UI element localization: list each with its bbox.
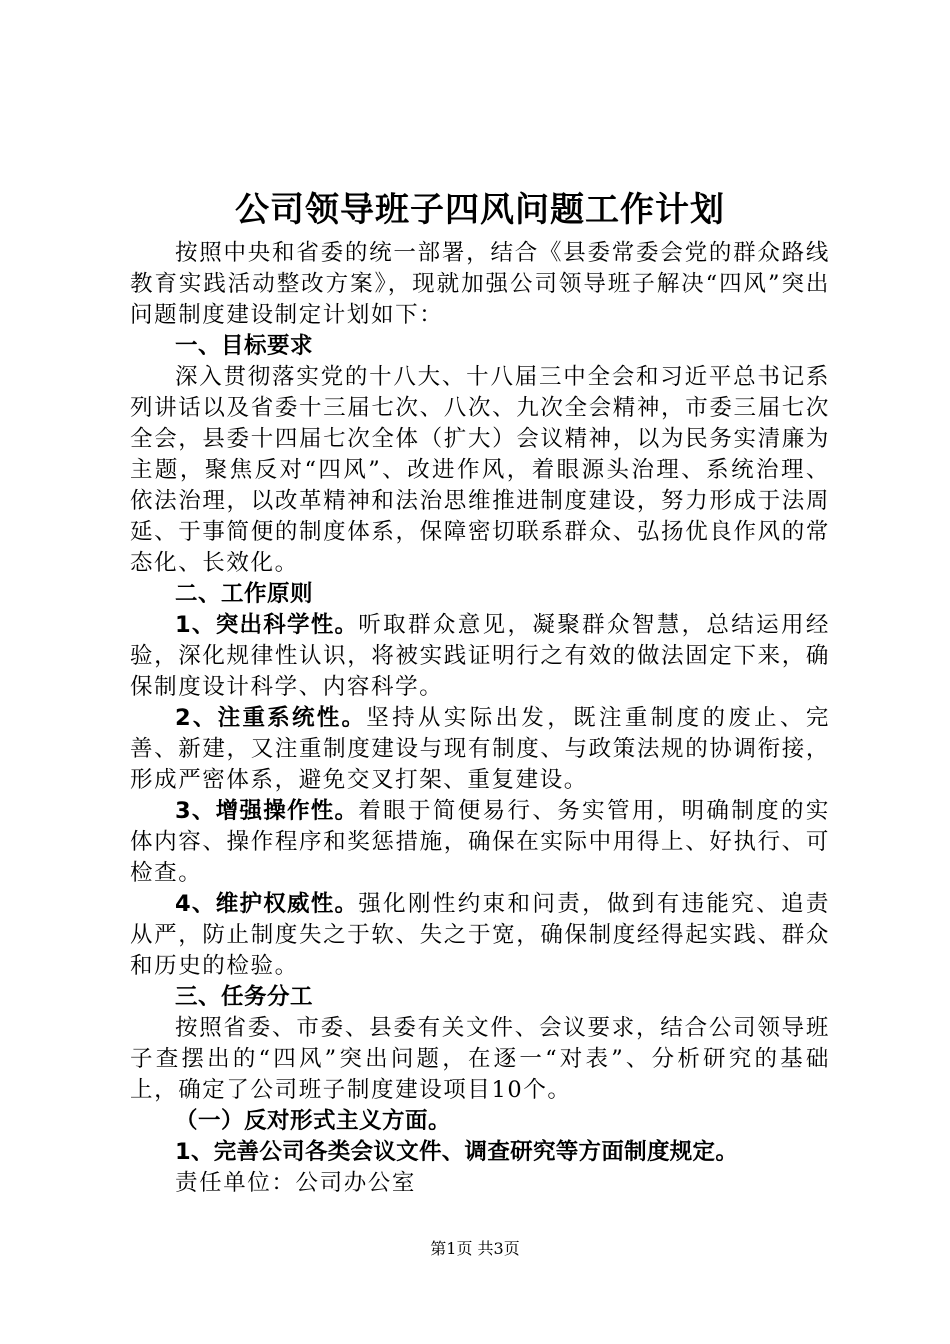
task-item-1-unit: 责任单位：公司办公室 — [175, 1170, 417, 1196]
principle-body-2: 坚持从实际出发，既注重制度的废止、完善、新建，又注重制度建设与现有制度、与政策法规的协调衔接，形成严密体系，避免交叉打架、重复建设。 — [130, 705, 830, 793]
section-heading-principles: 二、工作原则 — [175, 581, 314, 607]
principle-item-4 — [130, 889, 830, 982]
task-item-1-heading: 1、完善公司各类会议文件、调查研究等方面制度规定。 — [175, 1139, 739, 1165]
document-title: 公司领导班子四风问题工作计划 — [235, 190, 725, 230]
principle-lead-4: 4、维护权威性。 — [175, 891, 359, 917]
tasks-paragraph: 按照省委、市委、县委有关文件、会议要求，结合公司领导班子查摆出的“四风”突出问题，在逐一“对表”、分析研究的基础上，确定了公司班子制度建设项目10个。 — [130, 1015, 830, 1103]
principle-lead-2: 2、注重系统性。 — [175, 705, 367, 731]
goals-paragraph: 深入贯彻落实党的十八大、十八届三中全会和习近平总书记系列讲话以及省委十三届七次、八次、九次全会精神，市委三届七次全会，县委十四届七次全体（扩大）会议精神，以为民务实清廉为主题，聚焦反对“四风”、改进作风，着眼源头治理、系统治理、依法治理，以改革精神和法治思维推进制度建设，努力形成于法周延、于事简便的制度体系，保障密切联系群众、弘扬优良作风的常态化、长效化。 — [130, 364, 830, 576]
principle-body-4: 强化刚性约束和问责，做到有违能究、追责从严，防止制度失之于软、失之于宽，确保制度经得起实践、群众和历史的检验。 — [130, 891, 831, 979]
section-heading-goals: 一、目标要求 — [175, 333, 314, 359]
principle-item-1 — [130, 610, 830, 703]
section-heading-tasks: 三、任务分工 — [175, 984, 314, 1010]
principle-item-3 — [130, 796, 830, 889]
principle-body-1: 听取群众意见，凝聚群众智慧，总结运用经验，深化规律性认识，将被实践证明行之有效的做法固定下来，确保制度设计科学、内容科学。 — [130, 612, 831, 700]
principle-item-2 — [130, 703, 830, 796]
principle-body-3: 着眼于简便易行、务实管用，明确制度的实体内容、操作程序和奖惩措施，确保在实际中用得上、好执行、可检查。 — [130, 798, 831, 886]
intro-paragraph: 按照中央和省委的统一部署，结合《县委常委会党的群众路线教育实践活动整改方案》，现就加强公司领导班子解决“四风”突出问题制度建设制定计划如下： — [130, 240, 830, 328]
principle-lead-3: 3、增强操作性。 — [175, 798, 359, 824]
principle-lead-1: 1、突出科学性。 — [175, 612, 359, 638]
subsection-heading-formalism: （一）反对形式主义方面。 — [175, 1108, 452, 1134]
document-page — [130, 182, 830, 1199]
page-footer: 第1页 共3页 — [430, 1239, 520, 1258]
